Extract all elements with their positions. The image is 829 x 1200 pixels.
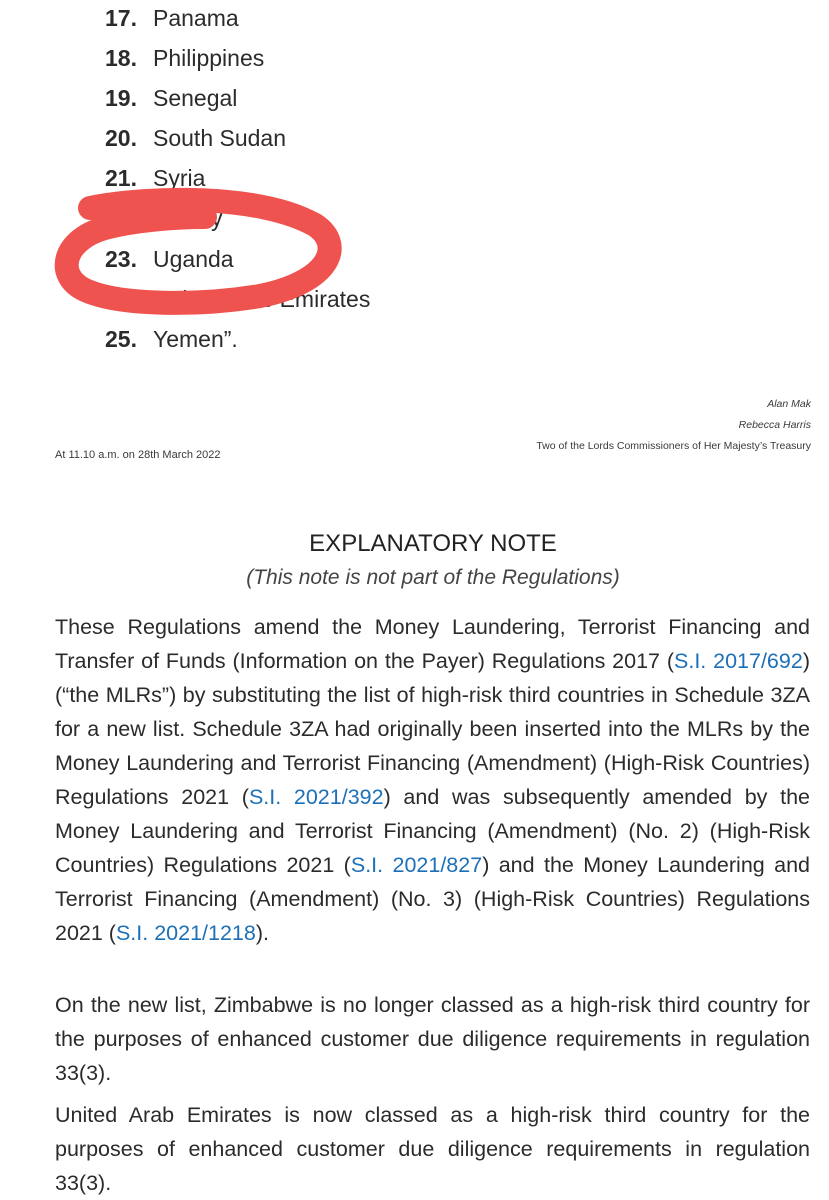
list-item bbox=[105, 158, 205, 198]
list-number: 20. bbox=[105, 125, 137, 151]
note-paragraph: United Arab Emirates is now classed as a high-risk third country for the purposes of enhanced customer due diligence requirements in regulation 33(3). bbox=[55, 1103, 810, 1195]
si-link[interactable]: S.I. 2021/827 bbox=[350, 853, 483, 877]
list-number: 22. bbox=[105, 205, 137, 231]
list-number: 19. bbox=[105, 85, 137, 111]
list-number: 21. bbox=[105, 165, 137, 191]
list-item bbox=[105, 279, 370, 319]
list-number: 25. bbox=[105, 326, 137, 352]
signatory-name: Alan Mak bbox=[767, 398, 811, 410]
country-name: South Sudan bbox=[153, 125, 287, 151]
list-item bbox=[105, 239, 234, 279]
country-name: Philippines bbox=[153, 45, 265, 71]
paragraph-text: ) and the Money Laundering and Terrorist Financing (Amendment) (No. 3) (High-Risk Countries) Regulations 2021 ( bbox=[55, 853, 810, 945]
signatory-name: Rebecca Harris bbox=[738, 419, 811, 431]
si-link[interactable]: S.I. 2021/1218 bbox=[115, 921, 256, 945]
si-link[interactable]: S.I. 2017/692 bbox=[674, 649, 803, 673]
signature-block bbox=[536, 394, 811, 457]
note-title: EXPLANATORY NOTE bbox=[309, 530, 557, 557]
country-name: Senegal bbox=[153, 85, 238, 111]
list-number: 17. bbox=[105, 5, 137, 31]
paragraph-text: ). bbox=[255, 921, 269, 945]
list-number: 24. bbox=[105, 286, 137, 312]
paragraph-text: ) (“the MLRs”) by substituting the list of high-risk third countries in Schedule 3ZA for a new list. Schedule 3ZA had originally been inserted into the MLRs by the Money Laundering and Terrorist Financing (Amendment) (High-Risk Countries) Regulations 2021 ( bbox=[55, 649, 810, 809]
note-subtitle: (This note is not part of the Regulations) bbox=[246, 566, 620, 589]
signatory-role: Two of the Lords Commissioners of Her Majesty’s Treasury bbox=[536, 440, 811, 452]
list-item bbox=[105, 198, 222, 238]
country-name: Uganda bbox=[153, 246, 234, 272]
si-link[interactable]: S.I. 2021/392 bbox=[248, 785, 384, 809]
list-item bbox=[105, 78, 237, 118]
paragraph-text: These Regulations amend the Money Laundering, Terrorist Financing and Transfer of Funds (Information on the Payer) Regulations 2017 ( bbox=[55, 615, 810, 673]
note-paragraph bbox=[55, 610, 810, 950]
list-number: 18. bbox=[105, 45, 137, 71]
country-name: Syria bbox=[153, 165, 206, 191]
timestamp: At 11.10 a.m. on 28th March 2022 bbox=[55, 449, 221, 461]
list-item bbox=[105, 38, 264, 78]
list-item bbox=[105, 118, 286, 158]
country-name: United Arab Emirates bbox=[153, 286, 371, 312]
paragraph-text: ) and was subsequently amended by the Money Laundering and Terrorist Financing (Amendment) (No. 2) (High-Risk Countries) Regulations 2021 ( bbox=[55, 785, 810, 877]
country-name: Turkey bbox=[153, 205, 223, 231]
list-number: 23. bbox=[105, 246, 137, 272]
list-item bbox=[105, 0, 239, 38]
list-item bbox=[105, 319, 238, 359]
country-name: Panama bbox=[153, 5, 239, 31]
note-paragraph: On the new list, Zimbabwe is no longer classed as a high-risk third country for the purposes of enhanced customer due diligence requirements in regulation 33(3). bbox=[55, 993, 810, 1085]
country-name: Yemen”. bbox=[153, 326, 238, 352]
